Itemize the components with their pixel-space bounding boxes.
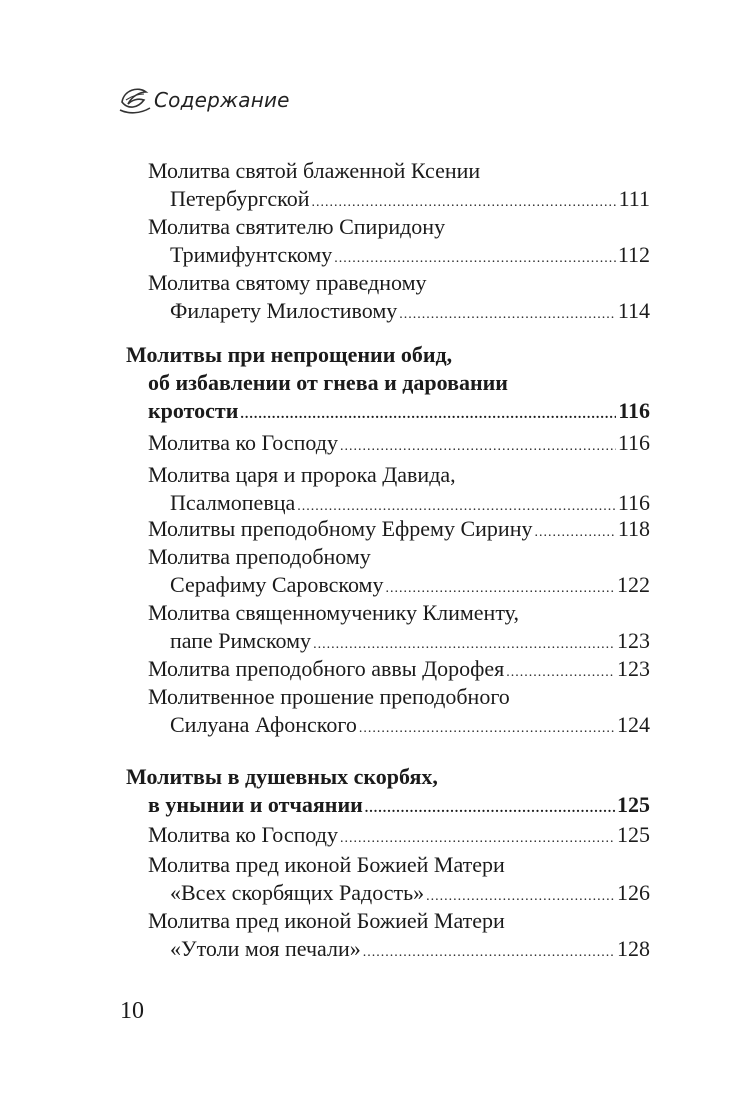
toc-entry-line [170, 934, 650, 964]
toc-entry-line [148, 368, 508, 398]
toc-entry-title: Серафиму Саровскому [170, 572, 384, 597]
toc-entry-line [170, 296, 650, 326]
toc-entry-title: Молитвы в душевных скорбях, [126, 764, 438, 789]
toc-entry-line [148, 460, 456, 490]
toc-entry-line [148, 820, 650, 850]
toc-entry-title: Филарету Милостивому [170, 298, 398, 323]
toc-entry-title: Молитва святой блаженной Ксении [148, 158, 481, 183]
toc-entry-line [148, 542, 371, 572]
toc-entry-title: Молитва царя и пророка Давида, [148, 462, 456, 487]
toc-entry-title: Молитвы при непрощении обид, [126, 342, 453, 367]
toc-page-number: 116 [617, 430, 650, 455]
toc-entry-title: Псалмопевца [170, 490, 296, 515]
toc-entry-title: Петербургской [170, 186, 310, 211]
toc-entry-title: Молитвы преподобному Ефрему Сирину [148, 516, 533, 541]
toc-entry-title: кротости [148, 398, 239, 423]
page-number: 10 [120, 998, 144, 1024]
toc-page-number: 116 [618, 398, 650, 423]
toc-entry-title: Молитва преподобному [148, 544, 371, 569]
toc-entry-title: Молитва священномученику Клименту, [148, 600, 519, 625]
toc-entry-title: папе Римскому [170, 628, 312, 653]
toc-page-number: 125 [617, 822, 650, 847]
leaf-ornament-icon [116, 80, 156, 120]
toc-entry-title: Молитва пред иконой Божией Матери [148, 908, 505, 933]
toc-entry-line [148, 514, 650, 544]
toc-page-number: 124 [617, 712, 650, 737]
toc-entry-line [148, 790, 650, 820]
toc-entry-line [148, 598, 519, 628]
toc-entry-line [148, 268, 427, 298]
toc-entry-title: Молитва пред иконой Божией Матери [148, 852, 505, 877]
toc-entry-title: Молитва ко Господу [148, 430, 338, 455]
toc-entry-line [148, 156, 480, 186]
dot-leader [399, 300, 616, 330]
dot-leader [240, 400, 616, 430]
toc-entry-title: Молитва преподобного аввы Дорофея [148, 656, 505, 681]
toc-entry-line [170, 626, 650, 656]
toc-page-number: 111 [618, 186, 650, 211]
toc-entry-line [126, 762, 438, 792]
toc-entry-line [170, 184, 650, 214]
toc-page-number: 122 [617, 572, 650, 597]
toc-entry-line [148, 654, 650, 684]
toc-page-number: 128 [617, 936, 650, 961]
toc-page-number: 118 [617, 516, 650, 541]
toc-entry-line [170, 240, 650, 270]
toc-entry-title: Молитва ко Господу [148, 822, 338, 847]
toc-page-number: 125 [617, 792, 650, 817]
toc-entry-line [148, 428, 650, 458]
dot-leader [363, 938, 615, 968]
toc-entry-title: «Всех скорбящих Радость» [170, 880, 425, 905]
toc-page-number: 116 [617, 490, 650, 515]
section-title: Содержание [154, 88, 290, 112]
toc-entry-title: об избавлении от гнева и даровании [148, 370, 508, 395]
toc-entry-line [126, 340, 452, 370]
toc-page-number: 126 [617, 880, 650, 905]
toc-page-number: 123 [617, 656, 650, 681]
toc-entry-line [148, 850, 505, 880]
toc-entry-title: Силуана Афонского [170, 712, 357, 737]
toc-entry-title: Молитва святому праведному [148, 270, 427, 295]
dot-leader [534, 518, 615, 548]
toc-page-number: 114 [617, 298, 650, 323]
toc-page-number: 112 [617, 242, 650, 267]
running-header [116, 80, 416, 130]
dot-leader [340, 432, 616, 462]
dot-leader [359, 714, 615, 744]
toc-page-number: 123 [617, 628, 650, 653]
toc-entry-title: Молитва святителю Спиридону [148, 214, 446, 239]
toc-entry-title: Тримифунтскому [170, 242, 333, 267]
toc-entry-line [148, 682, 510, 712]
toc-entry-line [148, 906, 505, 936]
toc-entry-title: Молитвенное прошение преподобного [148, 684, 510, 709]
toc-entry-line [170, 878, 650, 908]
toc-entry-title: в унынии и отчаянии [148, 792, 363, 817]
toc-entry-line [170, 710, 650, 740]
dot-leader [506, 658, 615, 688]
toc-entry-line [148, 212, 445, 242]
toc-entry-title: «Утоли моя печали» [170, 936, 361, 961]
toc-entry-line [170, 570, 650, 600]
toc-entry-line [148, 396, 650, 426]
